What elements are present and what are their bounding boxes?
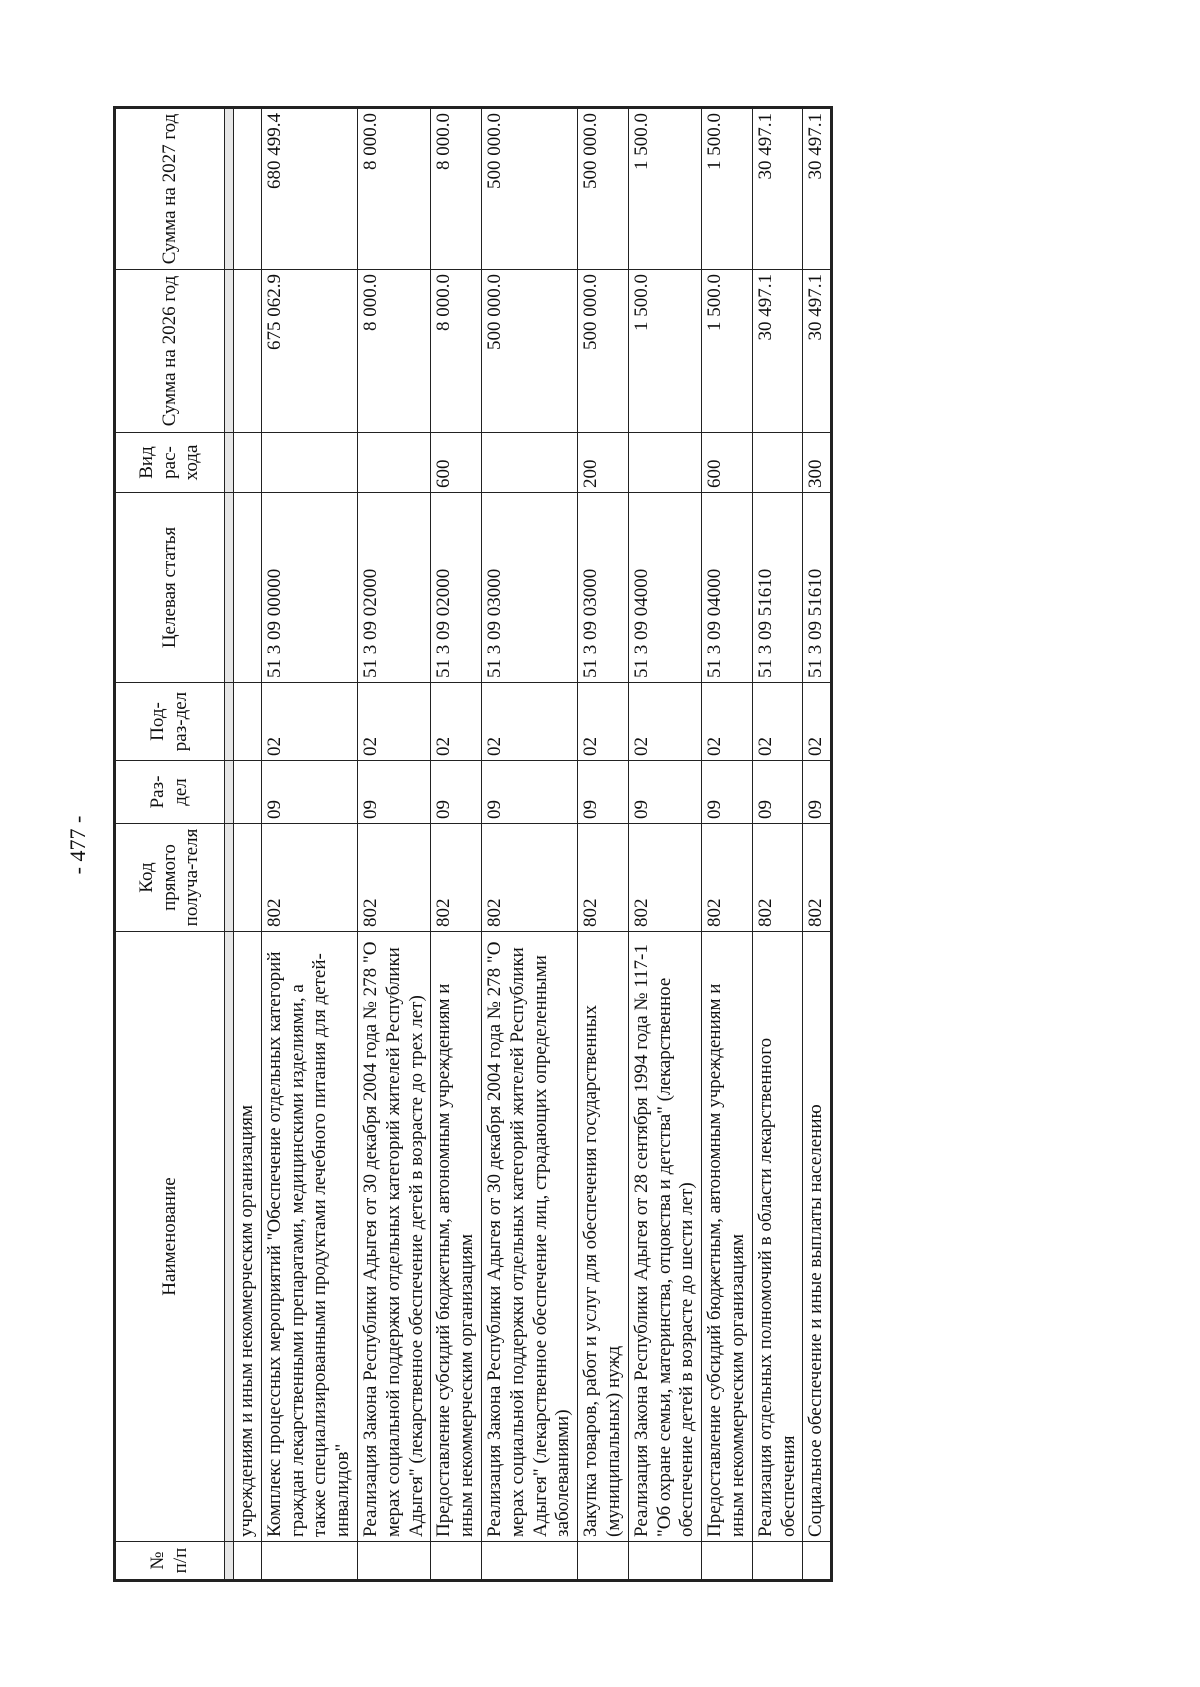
table-row (481, 108, 577, 1581)
cell-recipient: 802 (702, 824, 753, 932)
table-row (803, 108, 832, 1581)
cell-recipient: 802 (752, 824, 803, 932)
cell-sum2027: 680 499.4 (261, 108, 357, 270)
cell-subsection: 02 (702, 683, 753, 761)
cell-sum2027: 1 500.0 (628, 108, 701, 270)
header-target: Целевая статья (115, 493, 225, 683)
cell-expense: 600 (431, 433, 482, 493)
header-subsection: Под-раз-дел (115, 683, 225, 761)
cell-recipient (234, 824, 262, 932)
budget-table (113, 106, 833, 1582)
cell-name: Реализация Закона Республики Адыгея от 28 сентября 1994 года № 117-1 "Об охране семьи, материнства, отцовства и детства" (лекарственное обеспечение детей в возрасте до шести лет) (628, 932, 701, 1542)
cell-sum2026: 8 000.0 (357, 270, 430, 433)
cell-section: 09 (357, 761, 430, 824)
cell-subsection: 02 (431, 683, 482, 761)
cell-expense: 200 (578, 433, 629, 493)
table-row (628, 108, 701, 1581)
header-expense: Вид рас-хода (115, 433, 225, 493)
cell-sum2026: 675 062.9 (261, 270, 357, 433)
cell-name: Реализация Закона Республики Адыгея от 30 декабря 2004 года № 278 "О мерах социальной поддержки отдельных категорий жителей Республики Адыгея" (лекарственное обеспечение детей в возрасте до трех лет) (357, 932, 430, 1542)
cell-expense: 600 (702, 433, 753, 493)
cell-expense (628, 433, 701, 493)
cell-sum2027: 8 000.0 (431, 108, 482, 270)
cell-expense (752, 433, 803, 493)
page-number: - 477 - (65, 815, 90, 875)
cell-target: 51 3 09 02000 (431, 493, 482, 683)
cell-recipient: 802 (578, 824, 629, 932)
cell-target: 51 3 09 00000 (261, 493, 357, 683)
cell-sum2027: 500 000.0 (578, 108, 629, 270)
cell-recipient: 802 (481, 824, 577, 932)
cell-target: 51 3 09 03000 (481, 493, 577, 683)
table-row (234, 108, 262, 1581)
cell-num (481, 1542, 577, 1581)
cell-name: Предоставление субсидий бюджетным, автономным учреждениям и иным некоммерческим организациям (431, 932, 482, 1542)
header-num: № п/п (115, 1542, 225, 1581)
header-sum2027: Сумма на 2027 год (115, 108, 225, 270)
header-sum2026: Сумма на 2026 год (115, 270, 225, 433)
cell-section: 09 (803, 761, 832, 824)
cell-num (702, 1542, 753, 1581)
cell-recipient: 802 (261, 824, 357, 932)
table-header (115, 108, 225, 1581)
table-row (752, 108, 803, 1581)
cell-name: Закупка товаров, работ и услуг для обеспечения государственных (муниципальных) нужд (578, 932, 629, 1542)
cell-expense (234, 433, 262, 493)
cell-sum2026: 500 000.0 (578, 270, 629, 433)
cell-subsection: 02 (481, 683, 577, 761)
cell-subsection: 02 (261, 683, 357, 761)
cell-expense (481, 433, 577, 493)
table-row (357, 108, 430, 1581)
cell-section: 09 (628, 761, 701, 824)
table-body (234, 108, 832, 1581)
cell-subsection: 02 (752, 683, 803, 761)
cell-num (234, 1542, 262, 1581)
cell-section: 09 (261, 761, 357, 824)
cell-num (803, 1542, 832, 1581)
cell-num (628, 1542, 701, 1581)
cell-sum2026: 1 500.0 (628, 270, 701, 433)
cell-num (261, 1542, 357, 1581)
cell-sum2026: 1 500.0 (702, 270, 753, 433)
cell-target: 51 3 09 04000 (628, 493, 701, 683)
cell-num (752, 1542, 803, 1581)
cell-section: 09 (481, 761, 577, 824)
cell-sum2027: 1 500.0 (702, 108, 753, 270)
cell-recipient: 802 (628, 824, 701, 932)
cell-target: 51 3 09 04000 (702, 493, 753, 683)
cell-name: Предоставление субсидий бюджетным, автономным учреждениям и иным некоммерческим организациям (702, 932, 753, 1542)
cell-num (578, 1542, 629, 1581)
cell-target: 51 3 09 03000 (578, 493, 629, 683)
table-row (261, 108, 357, 1581)
cell-target: 51 3 09 51610 (803, 493, 832, 683)
cell-sum2027: 8 000.0 (357, 108, 430, 270)
cell-sum2027 (234, 108, 262, 270)
cell-sum2026: 500 000.0 (481, 270, 577, 433)
cell-target: 51 3 09 02000 (357, 493, 430, 683)
cell-sum2026: 30 497.1 (803, 270, 832, 433)
cell-expense: 300 (803, 433, 832, 493)
cell-sum2027: 500 000.0 (481, 108, 577, 270)
cell-subsection (234, 683, 262, 761)
rotated-page (113, 109, 1031, 1582)
cell-target: 51 3 09 51610 (752, 493, 803, 683)
cell-target (234, 493, 262, 683)
cell-subsection: 02 (357, 683, 430, 761)
header-section: Раз-дел (115, 761, 225, 824)
cell-name: учреждениям и иным некоммерческим организациям (234, 932, 262, 1542)
header-spacer (225, 108, 234, 1581)
cell-recipient: 802 (431, 824, 482, 932)
cell-section (234, 761, 262, 824)
cell-subsection: 02 (803, 683, 832, 761)
cell-section: 09 (578, 761, 629, 824)
cell-sum2026 (234, 270, 262, 433)
cell-section: 09 (702, 761, 753, 824)
cell-subsection: 02 (628, 683, 701, 761)
cell-num (357, 1542, 430, 1581)
cell-num (431, 1542, 482, 1581)
cell-section: 09 (752, 761, 803, 824)
cell-sum2027: 30 497.1 (803, 108, 832, 270)
cell-recipient: 802 (357, 824, 430, 932)
table-row (431, 108, 482, 1581)
cell-sum2027: 30 497.1 (752, 108, 803, 270)
cell-name: Реализация отдельных полномочий в области лекарственного обеспечения (752, 932, 803, 1542)
cell-sum2026: 30 497.1 (752, 270, 803, 433)
cell-expense (261, 433, 357, 493)
header-name: Наименование (115, 932, 225, 1542)
cell-subsection: 02 (578, 683, 629, 761)
cell-name: Реализация Закона Республики Адыгея от 30 декабря 2004 года № 278 "О мерах социальной поддержки отдельных категорий жителей Республики Адыгея" (лекарственное обеспечение лиц, страдающих определенными заболеваниями) (481, 932, 577, 1542)
cell-sum2026: 8 000.0 (431, 270, 482, 433)
cell-name: Социальное обеспечение и иные выплаты населению (803, 932, 832, 1542)
table-row (578, 108, 629, 1581)
cell-name: Комплекс процессных мероприятий "Обеспечение отдельных категорий граждан лекарственными препаратами, медицинскими изделиями, а также специализированными продуктами лечебного питания для детей-инвалидов" (261, 932, 357, 1542)
cell-recipient: 802 (803, 824, 832, 932)
table-row (702, 108, 753, 1581)
cell-section: 09 (431, 761, 482, 824)
cell-expense (357, 433, 430, 493)
header-recipient: Код прямого получа-теля (115, 824, 225, 932)
